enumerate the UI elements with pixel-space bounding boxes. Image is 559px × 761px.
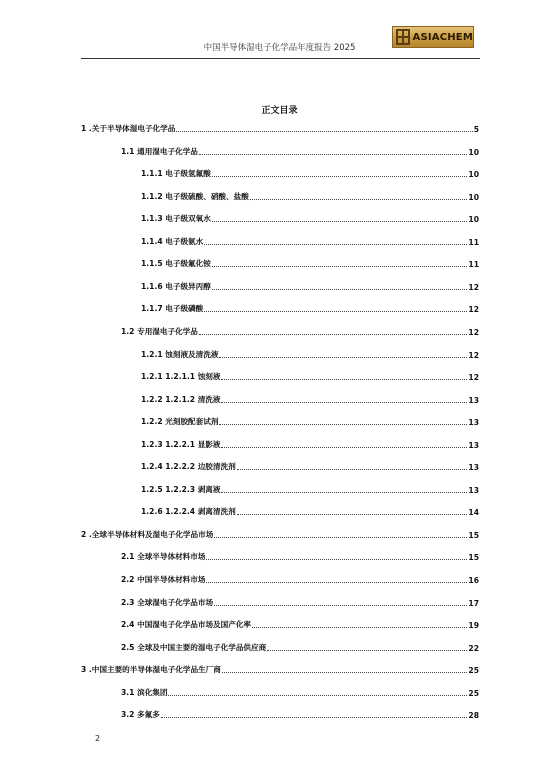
toc-entry-page: 12 — [468, 305, 479, 315]
toc-dot-leader — [221, 492, 467, 493]
toc-entry[interactable] — [141, 438, 479, 450]
toc-entry-page: 25 — [468, 688, 479, 698]
toc-entry-label: 2.4 中国湿电子化学品市场及国产化率 — [121, 620, 252, 630]
toc-dot-leader — [206, 559, 467, 560]
toc-entry-page: 10 — [468, 170, 479, 180]
toc-dot-leader — [221, 402, 467, 403]
toc-dot-leader — [222, 672, 468, 673]
toc-entry[interactable] — [141, 235, 479, 247]
toc-dot-leader — [221, 379, 467, 380]
toc-entry-label: 1.1.2 电子级硫酸、硝酸、盐酸 — [141, 191, 249, 201]
toc-dot-leader — [219, 357, 467, 358]
toc-entry-label: 2.3 全球湿电子化学品市场 — [121, 597, 214, 607]
toc-dot-leader — [237, 514, 468, 515]
toc-entry[interactable] — [81, 122, 479, 134]
toc-entry-page: 11 — [468, 237, 479, 247]
toc-entry-label: 1.1.3 电子级双氧水 — [141, 214, 211, 224]
toc-dot-leader — [161, 717, 468, 718]
toc-dot-leader — [250, 199, 468, 200]
toc-entry-label: 1.1.6 电子级异丙醇 — [141, 281, 211, 291]
toc-entry-label: 1.2.1 蚀刻液及清洗液 — [141, 349, 219, 359]
toc-entry-label: 1.2 专用湿电子化学品 — [121, 326, 198, 336]
toc-entry[interactable] — [141, 483, 479, 495]
toc-entry-label: 3 .中国主要的半导体湿电子化学品生厂商 — [81, 665, 221, 675]
toc-entry[interactable] — [141, 167, 479, 179]
toc-entry-page: 15 — [468, 530, 479, 540]
toc-dot-leader — [214, 605, 467, 606]
asiachem-logo — [392, 26, 474, 48]
toc-entry-label: 1 .关于半导体湿电子化学品 — [81, 124, 176, 133]
toc-entry-page: 28 — [468, 711, 479, 721]
toc-entry-page: 17 — [468, 598, 479, 608]
toc-entry-label: 1.1 通用湿电子化学品 — [121, 146, 198, 156]
toc-dot-leader — [212, 221, 468, 222]
toc-entry[interactable] — [141, 348, 479, 360]
toc-entry-label: 2 .全球半导体材料及湿电子化学品市场 — [81, 529, 214, 539]
toc-entry-page: 14 — [468, 508, 479, 518]
toc-entry-label: 1.1.7 电子级磷酸 — [141, 304, 204, 314]
toc-dot-leader — [212, 266, 468, 267]
toc-entry-page: 13 — [468, 485, 479, 495]
logo-text: ASIACHEM — [412, 31, 473, 43]
report-title: 中国半导体湿电子化学品年度报告 2025 — [203, 43, 356, 53]
toc-entry-page: 12 — [468, 327, 479, 337]
toc-entry-label: 1.2.3 1.2.2.1 显影液 — [141, 439, 221, 449]
toc-entry-page: 13 — [468, 440, 479, 450]
toc-dot-leader — [199, 334, 468, 335]
toc-entry-label: 1.2.2 1.2.1.2 清洗液 — [141, 394, 221, 404]
toc-entry-page: 19 — [468, 621, 479, 631]
toc-dot-leader — [237, 469, 468, 470]
toc-entry-label: 3.1 滨化集团 — [121, 687, 168, 697]
toc-dot-leader — [206, 582, 467, 583]
toc-entry[interactable] — [141, 257, 479, 269]
toc-entry-page: 10 — [468, 192, 479, 202]
toc-dot-leader — [212, 176, 468, 177]
toc-entry-label: 1.1.4 电子级氨水 — [141, 236, 204, 246]
toc-dot-leader — [204, 311, 467, 312]
toc-entry-page: 5 — [473, 125, 479, 134]
toc-entry-label: 2.2 中国半导体材料市场 — [121, 575, 206, 584]
toc-entry-label: 1.2.4 1.2.2.2 边胶清洗剂 — [141, 462, 236, 472]
toc-entry-label: 1.2.5 1.2.2.3 剥离液 — [141, 484, 221, 494]
header-divider — [81, 58, 480, 59]
toc-entry[interactable] — [141, 393, 479, 405]
toc-entry-page: 13 — [468, 463, 479, 473]
toc-entry-label: 1.2.2 光刻胶配套试剂 — [141, 417, 219, 427]
toc-entry-label: 1.2.1 1.2.1.1 蚀刻液 — [141, 372, 221, 382]
toc-dot-leader — [267, 650, 467, 651]
toc-entry-page: 25 — [468, 666, 479, 676]
toc-entry[interactable] — [121, 618, 479, 630]
toc-entry-label: 2.1 全球半导体材料市场 — [121, 552, 206, 562]
toc-entry[interactable] — [121, 573, 479, 585]
toc-entry[interactable] — [121, 596, 479, 608]
toc-entry[interactable] — [81, 663, 479, 675]
toc-dot-leader — [168, 695, 467, 696]
toc-entry-page: 10 — [468, 147, 479, 157]
toc-dot-leader — [199, 154, 468, 155]
toc-entry-page: 12 — [468, 282, 479, 292]
toc-entry-label: 3.2 多氟多 — [121, 710, 160, 720]
toc-entry-page: 10 — [468, 215, 479, 225]
page-number: 2 — [95, 734, 101, 743]
toc-dot-leader — [252, 627, 467, 628]
toc-dot-leader — [212, 289, 468, 290]
toc-entry[interactable] — [141, 212, 479, 224]
toc-entry-label: 1.2.6 1.2.2.4 剥离清洗剂 — [141, 507, 236, 517]
toc-entry-page: 11 — [468, 260, 479, 270]
toc-dot-leader — [204, 244, 467, 245]
toc-entry[interactable] — [141, 370, 479, 382]
toc-entry-label: 1.1.1 电子级氢氟酸 — [141, 169, 211, 179]
toc-entry-page: 12 — [468, 350, 479, 360]
toc-title: 正文目录 — [261, 106, 298, 116]
toc-entry-page: 13 — [468, 395, 479, 405]
toc-dot-leader — [214, 537, 467, 538]
toc-entry[interactable] — [81, 528, 479, 540]
toc-entry[interactable] — [121, 550, 479, 562]
toc-dot-leader — [176, 131, 472, 132]
toc-entry[interactable] — [121, 325, 479, 337]
toc-entry[interactable] — [141, 190, 479, 202]
toc-entry[interactable] — [121, 686, 479, 698]
toc-entry-page: 12 — [468, 373, 479, 383]
toc-entry[interactable] — [121, 641, 479, 653]
toc-entry-label: 1.1.5 电子级氟化铵 — [141, 259, 211, 269]
toc-entry-page: 22 — [468, 643, 479, 653]
toc-entry[interactable] — [141, 460, 479, 472]
toc-entry-page: 16 — [468, 576, 479, 585]
toc-entry-page: 13 — [468, 418, 479, 428]
asiachem-seal-icon — [396, 29, 410, 45]
toc-dot-leader — [219, 424, 467, 425]
toc-entry-label: 2.5 全球及中国主要的湿电子化学品供应商 — [121, 642, 267, 652]
toc-entry[interactable] — [141, 415, 479, 427]
toc-entry[interactable] — [141, 505, 479, 517]
toc-entry[interactable] — [141, 302, 479, 314]
toc-entry[interactable] — [141, 280, 479, 292]
toc-dot-leader — [221, 447, 467, 448]
toc-entry[interactable] — [121, 708, 479, 720]
toc-entry-page: 15 — [468, 553, 479, 563]
toc-entry[interactable] — [121, 145, 479, 157]
